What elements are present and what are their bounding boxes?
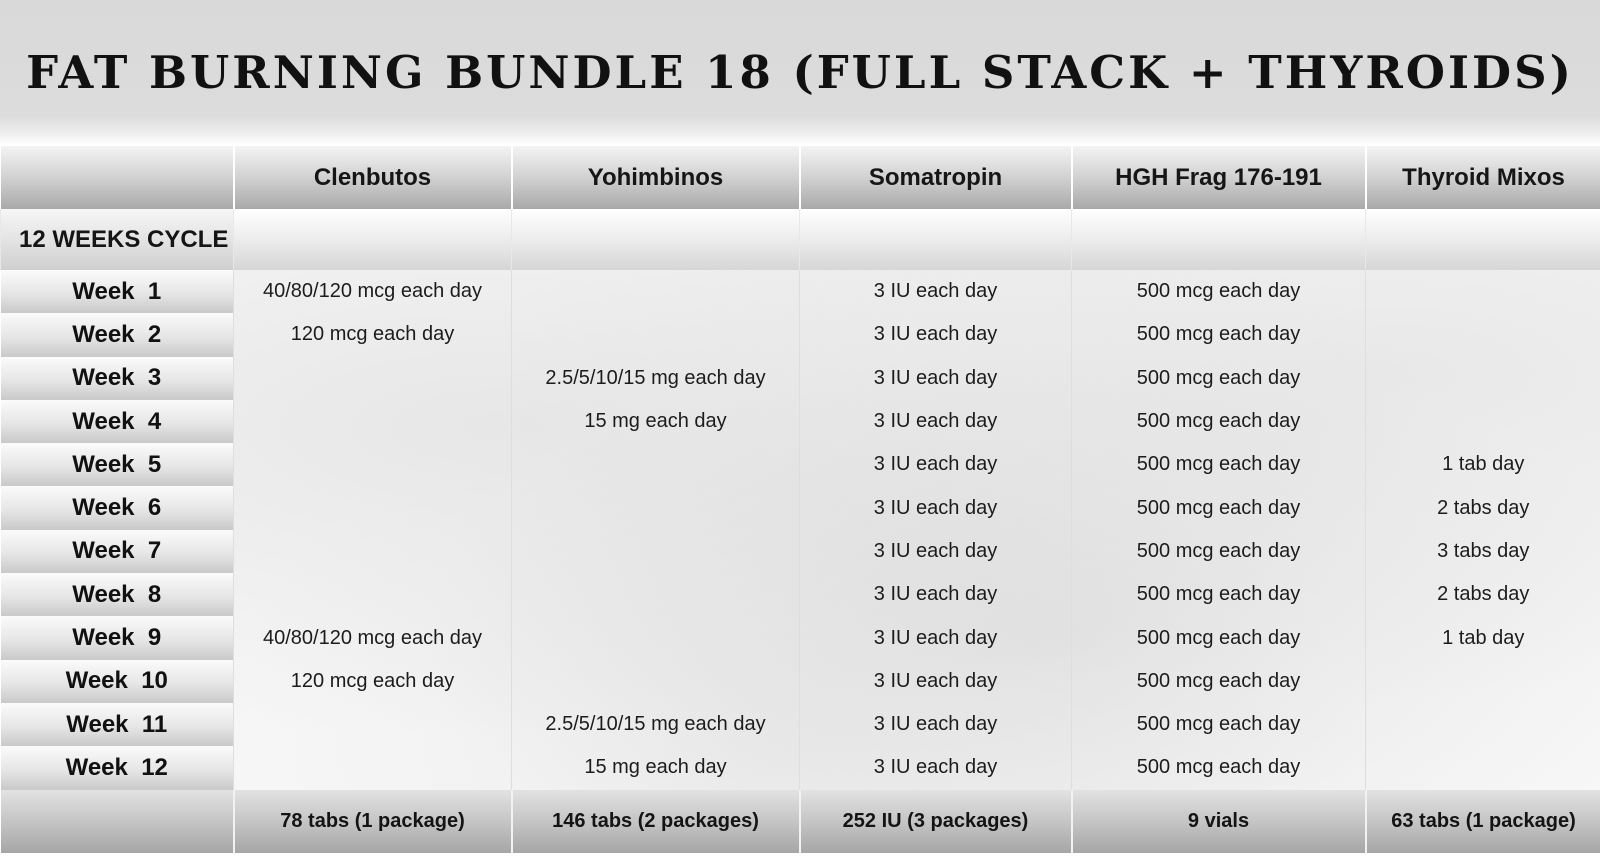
cycle-row <box>1 209 1600 270</box>
dose-cell: 40/80/120 mcg each day <box>234 270 512 313</box>
dose-cell <box>512 573 800 616</box>
totals-corner <box>1 790 234 853</box>
total-yohimbinos: 146 tabs (2 packages) <box>512 790 800 853</box>
dose-cell: 500 mcg each day <box>1072 660 1366 703</box>
dose-cell: 500 mcg each day <box>1072 530 1366 573</box>
dose-cell <box>1366 270 1600 313</box>
table-row <box>1 400 1600 443</box>
column-header-clenbutos: Clenbutos <box>234 146 512 209</box>
dose-cell: 500 mcg each day <box>1072 443 1366 486</box>
week-label: Week 9 <box>1 616 234 659</box>
total-clenbutos: 78 tabs (1 package) <box>234 790 512 853</box>
dose-cell <box>234 746 512 789</box>
header-row <box>1 146 1600 209</box>
dose-cell: 3 tabs day <box>1366 530 1600 573</box>
week-label: Week 3 <box>1 357 234 400</box>
table-row <box>1 573 1600 616</box>
dose-cell <box>234 443 512 486</box>
total-hgh-frag: 9 vials <box>1072 790 1366 853</box>
dose-cell: 500 mcg each day <box>1072 357 1366 400</box>
cycle-cell <box>1366 209 1600 270</box>
dose-cell: 500 mcg each day <box>1072 270 1366 313</box>
dose-cell: 3 IU each day <box>800 616 1072 659</box>
dose-cell <box>1366 313 1600 356</box>
table-row <box>1 616 1600 659</box>
dose-cell <box>512 270 800 313</box>
dose-cell: 3 IU each day <box>800 746 1072 789</box>
dose-cell: 3 IU each day <box>800 530 1072 573</box>
dose-cell: 2.5/5/10/15 mg each day <box>512 703 800 746</box>
table-row <box>1 530 1600 573</box>
week-label: Week 1 <box>1 270 234 313</box>
table-row <box>1 486 1600 529</box>
column-header-somatropin: Somatropin <box>800 146 1072 209</box>
table-row <box>1 443 1600 486</box>
dose-cell: 3 IU each day <box>800 357 1072 400</box>
dose-cell <box>234 703 512 746</box>
table-row <box>1 746 1600 789</box>
dose-cell <box>512 660 800 703</box>
table-row <box>1 660 1600 703</box>
dose-cell: 2 tabs day <box>1366 486 1600 529</box>
dose-cell <box>512 443 800 486</box>
dose-cell: 3 IU each day <box>800 703 1072 746</box>
week-rows <box>1 270 1600 790</box>
dose-cell: 500 mcg each day <box>1072 486 1366 529</box>
total-thyroid-mixos: 63 tabs (1 package) <box>1366 790 1600 853</box>
dose-cell <box>1366 660 1600 703</box>
dose-cell <box>234 357 512 400</box>
dose-cell <box>1366 357 1600 400</box>
dose-cell: 120 mcg each day <box>234 660 512 703</box>
dose-cell <box>512 313 800 356</box>
dose-cell <box>1366 400 1600 443</box>
dose-cell: 40/80/120 mcg each day <box>234 616 512 659</box>
week-label: Week 6 <box>1 486 234 529</box>
week-label: Week 4 <box>1 400 234 443</box>
table-row <box>1 270 1600 313</box>
total-somatropin: 252 IU (3 packages) <box>800 790 1072 853</box>
header-corner <box>1 146 234 209</box>
dose-cell <box>512 616 800 659</box>
dose-cell <box>512 486 800 529</box>
table-row <box>1 357 1600 400</box>
column-header-thyroid-mixos: Thyroid Mixos <box>1366 146 1600 209</box>
dose-cell: 500 mcg each day <box>1072 746 1366 789</box>
dose-cell: 1 tab day <box>1366 616 1600 659</box>
totals-row <box>1 790 1600 853</box>
dose-cell: 3 IU each day <box>800 660 1072 703</box>
dose-cell: 3 IU each day <box>800 400 1072 443</box>
dose-cell <box>1366 746 1600 789</box>
table-row <box>1 313 1600 356</box>
dosage-table <box>0 146 1600 853</box>
cycle-cell <box>512 209 800 270</box>
week-label: Week 7 <box>1 530 234 573</box>
cycle-cell <box>800 209 1072 270</box>
dose-cell: 15 mg each day <box>512 746 800 789</box>
dose-cell: 3 IU each day <box>800 486 1072 529</box>
dose-cell <box>234 573 512 616</box>
dose-cell: 3 IU each day <box>800 573 1072 616</box>
dose-cell <box>234 530 512 573</box>
week-label: Week 2 <box>1 313 234 356</box>
dose-cell: 500 mcg each day <box>1072 616 1366 659</box>
dose-cell: 500 mcg each day <box>1072 573 1366 616</box>
week-label: Week 12 <box>1 746 234 789</box>
dose-cell: 2.5/5/10/15 mg each day <box>512 357 800 400</box>
week-label: Week 8 <box>1 573 234 616</box>
column-header-yohimbinos: Yohimbinos <box>512 146 800 209</box>
dose-cell: 500 mcg each day <box>1072 703 1366 746</box>
page-title: FAT BURNING BUNDLE 18 (FULL STACK + THYROIDS) <box>26 46 1574 99</box>
dose-cell: 2 tabs day <box>1366 573 1600 616</box>
dose-cell: 3 IU each day <box>800 443 1072 486</box>
cycle-label: 12 WEEKS CYCLE <box>1 209 234 270</box>
dose-cell: 15 mg each day <box>512 400 800 443</box>
dose-cell: 500 mcg each day <box>1072 313 1366 356</box>
week-label: Week 11 <box>1 703 234 746</box>
dose-cell <box>1366 703 1600 746</box>
dose-cell: 3 IU each day <box>800 270 1072 313</box>
dose-cell: 3 IU each day <box>800 313 1072 356</box>
dose-cell <box>234 486 512 529</box>
column-header-hgh-frag: HGH Frag 176-191 <box>1072 146 1366 209</box>
dose-cell: 120 mcg each day <box>234 313 512 356</box>
week-label: Week 5 <box>1 443 234 486</box>
dose-cell: 500 mcg each day <box>1072 400 1366 443</box>
dose-cell <box>234 400 512 443</box>
week-label: Week 10 <box>1 660 234 703</box>
dose-cell: 1 tab day <box>1366 443 1600 486</box>
table-row <box>1 703 1600 746</box>
cycle-cell <box>1072 209 1366 270</box>
cycle-cell <box>234 209 512 270</box>
dose-cell <box>512 530 800 573</box>
